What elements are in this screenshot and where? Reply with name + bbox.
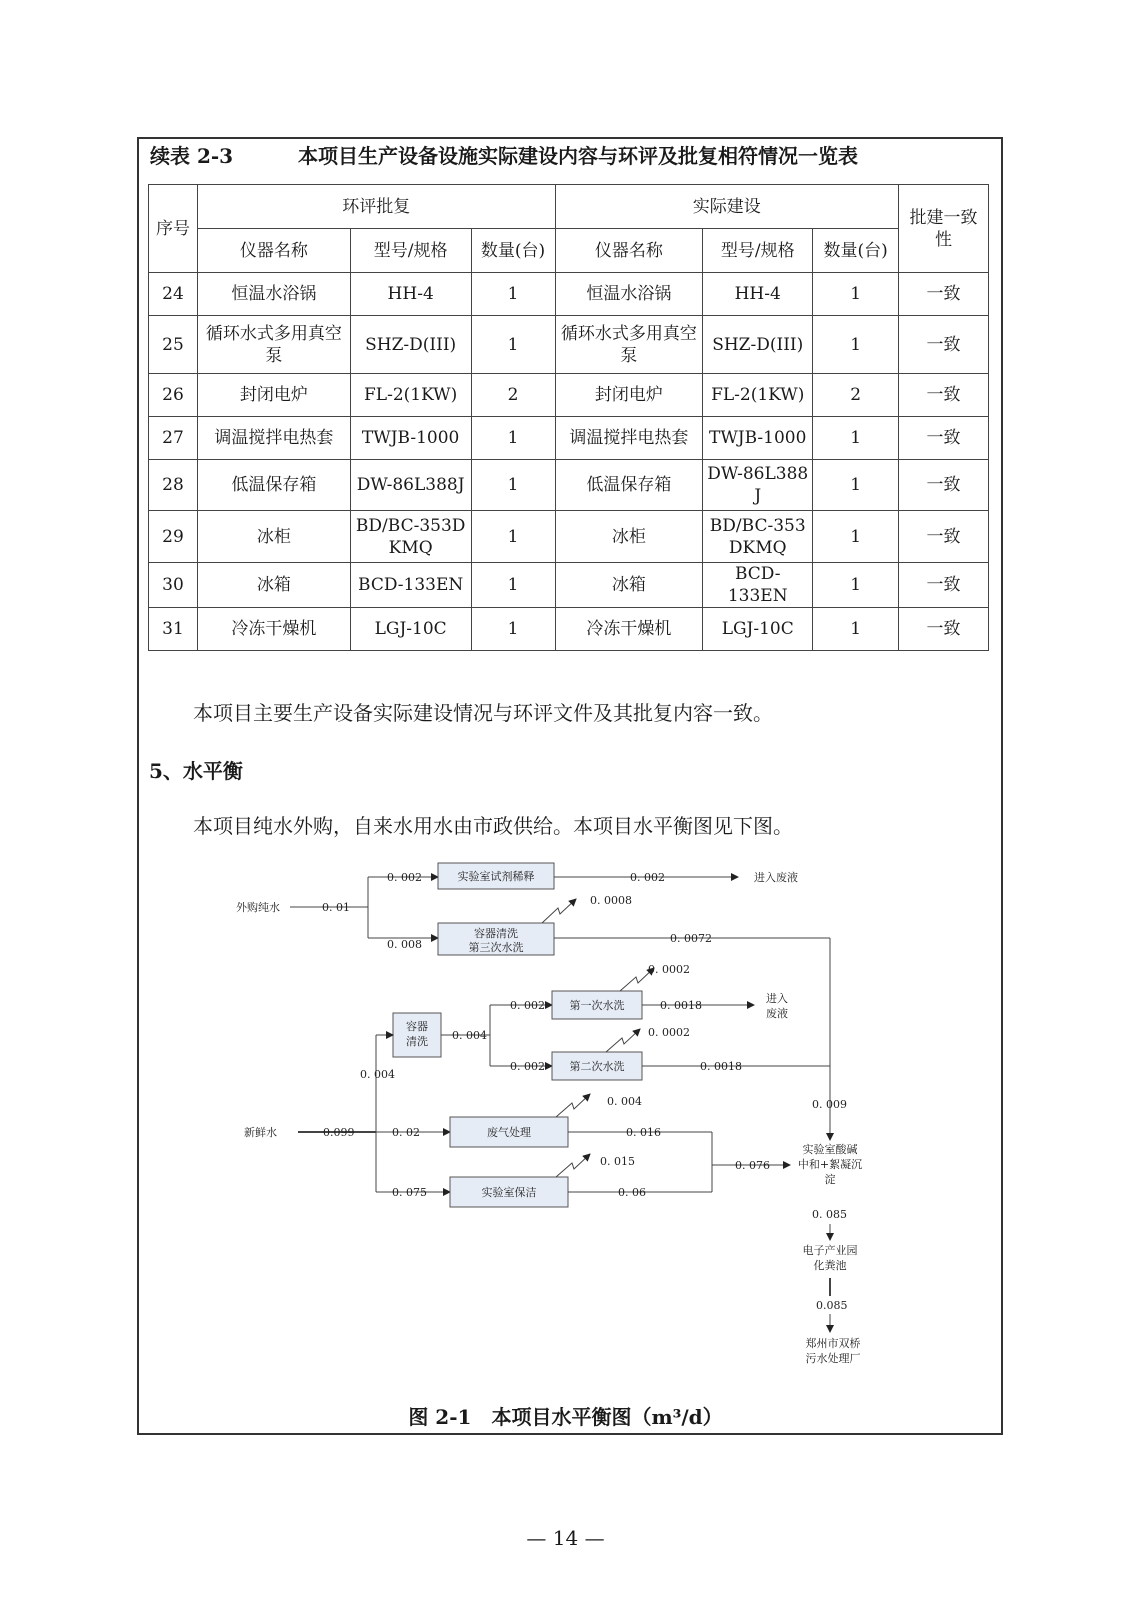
cell-consistent: 一致 (899, 316, 989, 374)
wash1-label: 第一次水洗 (569, 999, 625, 1012)
wash2-label: 第二次水洗 (569, 1060, 625, 1073)
flow-value: 0. 06 (618, 1186, 646, 1199)
cell-qty: 1 (471, 417, 555, 460)
flow-value: 0. 016 (626, 1126, 661, 1139)
flow-value: 0. 01 (322, 901, 350, 914)
fresh-water-label: 新鲜水 (244, 1126, 277, 1139)
header-qty: 数量(台) (813, 229, 899, 273)
flow-value: 0. 02 (392, 1126, 420, 1139)
cell-name: 封闭电炉 (555, 374, 703, 417)
dilution-label: 实验室试剂稀释 (457, 870, 535, 883)
cell-model: DW-86L388J (350, 460, 471, 511)
gas-treatment-label: 废气处理 (487, 1126, 531, 1139)
cell-model: SHZ-D(III) (703, 316, 813, 374)
flow-value: 0. 004 (452, 1029, 487, 1042)
cell-name: 恒温水浴锅 (197, 273, 350, 316)
header-model: 型号/规格 (350, 229, 471, 273)
header-model: 型号/规格 (703, 229, 813, 273)
cell-name: 循环水式多用真空泵 (197, 316, 350, 374)
cell-name: 低温保存箱 (197, 460, 350, 511)
flow-value: 0.099 (323, 1126, 355, 1139)
container-clean-label: 容器 (406, 1020, 428, 1033)
flow-value: 0. 085 (812, 1208, 847, 1221)
cell-qty: 2 (471, 374, 555, 417)
cell-name: 冰柜 (197, 511, 350, 563)
container-wash3-label2: 第三次水洗 (468, 941, 524, 954)
flow-value: 0. 075 (392, 1186, 427, 1199)
cell-name: 循环水式多用真空泵 (555, 316, 703, 374)
header-eia: 环评批复 (197, 185, 555, 229)
cell-model: BD/BC-353DKMQ (350, 511, 471, 563)
cell-name: 调温搅拌电热套 (197, 417, 350, 460)
cell-consistent: 一致 (899, 273, 989, 316)
cell-model: SHZ-D(III) (350, 316, 471, 374)
septic-tank-label: 电子产业园 (802, 1244, 858, 1257)
to-waste-label2: 废液 (766, 1007, 788, 1020)
cell-qty: 1 (471, 316, 555, 374)
cell-consistent: 一致 (899, 608, 989, 651)
cell-consistent: 一致 (899, 374, 989, 417)
cell-name: 冰箱 (197, 563, 350, 608)
flow-value: 0. 076 (735, 1159, 770, 1172)
cell-qty: 1 (813, 608, 899, 651)
neutralization-label: 实验室酸碱 (802, 1143, 858, 1156)
cell-name: 冷冻干燥机 (555, 608, 703, 651)
cell-model: TWJB-1000 (703, 417, 813, 460)
cell-qty: 1 (471, 563, 555, 608)
cell-no: 27 (149, 417, 198, 460)
flow-value: 0. 004 (360, 1068, 395, 1081)
flow-value: 0. 004 (607, 1095, 642, 1108)
flow-value: 0. 002 (630, 871, 665, 884)
header-seq: 序号 (149, 185, 198, 273)
cell-no: 30 (149, 563, 198, 608)
page-number: — 14 — (526, 1526, 605, 1550)
flow-value: 0. 0072 (670, 932, 712, 945)
cell-name: 冷冻干燥机 (197, 608, 350, 651)
header-actual: 实际建设 (555, 185, 899, 229)
cell-qty: 1 (471, 608, 555, 651)
cell-consistent: 一致 (899, 511, 989, 563)
cell-name: 冰箱 (555, 563, 703, 608)
header-consistency: 批建一致性 (899, 185, 989, 273)
header-name: 仪器名称 (197, 229, 350, 273)
cell-consistent: 一致 (899, 460, 989, 511)
flow-value: 0.085 (816, 1299, 848, 1312)
header-name: 仪器名称 (555, 229, 703, 273)
intro-paragraph: 本项目纯水外购，自来水用水由市政供给。本项目水平衡图见下图。 (193, 814, 793, 838)
cell-qty: 1 (813, 273, 899, 316)
lab-cleaning-label: 实验室保洁 (481, 1186, 537, 1199)
figure-caption: 图 2-1 本项目水平衡图（m³/d） (408, 1405, 723, 1429)
cell-model: LGJ-10C (703, 608, 813, 651)
cell-model: BCD-133EN (703, 563, 813, 608)
cell-model: FL-2(1KW) (703, 374, 813, 417)
cell-model: LGJ-10C (350, 608, 471, 651)
summary-paragraph: 本项目主要生产设备实际建设情况与环评文件及其批复内容一致。 (193, 701, 773, 725)
cell-qty: 1 (813, 316, 899, 374)
flow-value: 0. 009 (812, 1098, 847, 1111)
septic-tank-label2: 化粪池 (813, 1259, 847, 1272)
flow-value: 0. 0018 (660, 999, 702, 1012)
cell-model: TWJB-1000 (350, 417, 471, 460)
flow-value: 0. 002 (510, 999, 545, 1012)
section-title: 5、水平衡 (149, 759, 243, 783)
neutralization-label2: 中和+絮凝沉 (797, 1158, 863, 1171)
flow-value: 0. 0002 (648, 1026, 690, 1039)
cell-name: 恒温水浴锅 (555, 273, 703, 316)
cell-name: 冰柜 (555, 511, 703, 563)
cell-no: 26 (149, 374, 198, 417)
cell-consistent: 一致 (899, 563, 989, 608)
neutralization-label3: 淀 (824, 1173, 836, 1186)
cell-qty: 1 (471, 511, 555, 563)
cell-name: 调温搅拌电热套 (555, 417, 703, 460)
cell-no: 29 (149, 511, 198, 563)
container-clean-label2: 清洗 (406, 1035, 428, 1048)
cell-model: FL-2(1KW) (350, 374, 471, 417)
flow-value: 0. 002 (510, 1060, 545, 1073)
sewage-plant-label: 郑州市双桥 (805, 1337, 861, 1350)
sewage-plant-label2: 污水处理厂 (805, 1352, 861, 1365)
cell-model: HH-4 (350, 273, 471, 316)
cell-no: 28 (149, 460, 198, 511)
flow-value: 0. 0018 (700, 1060, 742, 1073)
to-waste-label: 进入废液 (754, 871, 798, 884)
flow-value: 0. 0002 (648, 963, 690, 976)
cell-name: 封闭电炉 (197, 374, 350, 417)
flow-value: 0. 008 (387, 938, 422, 951)
cell-qty: 2 (813, 374, 899, 417)
cell-qty: 1 (813, 417, 899, 460)
flow-value: 0. 0008 (590, 894, 632, 907)
flow-value: 0. 015 (600, 1155, 635, 1168)
cell-qty: 1 (813, 511, 899, 563)
flow-value: 0. 002 (387, 871, 422, 884)
cell-qty: 1 (813, 563, 899, 608)
cell-no: 24 (149, 273, 198, 316)
to-waste-label: 进入 (766, 992, 788, 1005)
cell-no: 31 (149, 608, 198, 651)
cell-name: 低温保存箱 (555, 460, 703, 511)
cell-qty: 1 (471, 460, 555, 511)
table-caption-label: 续表 2-3 (150, 144, 234, 168)
cell-qty: 1 (813, 460, 899, 511)
container-wash3-label: 容器清洗 (474, 927, 518, 940)
pure-water-label: 外购纯水 (236, 901, 280, 914)
cell-model: BD/BC-353DKMQ (703, 511, 813, 563)
cell-qty: 1 (471, 273, 555, 316)
cell-model: BCD-133EN (350, 563, 471, 608)
cell-consistent: 一致 (899, 417, 989, 460)
cell-model: HH-4 (703, 273, 813, 316)
cell-no: 25 (149, 316, 198, 374)
cell-model: DW-86L388J (703, 460, 813, 511)
table-caption-title: 本项目生产设备设施实际建设内容与环评及批复相符情况一览表 (298, 144, 858, 168)
header-qty: 数量(台) (471, 229, 555, 273)
